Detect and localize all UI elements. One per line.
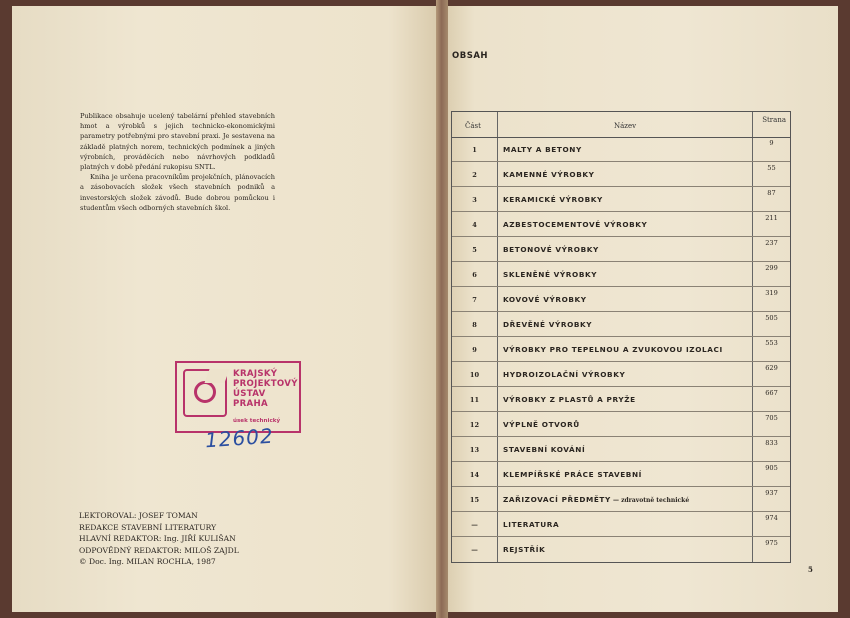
row-page: 975 [765, 539, 778, 547]
table-row [452, 337, 790, 362]
row-title-text: KLEMPÍŘSKÉ PRÁCE STAVEBNÍ [503, 470, 642, 479]
row-title [503, 270, 597, 279]
table-row [452, 312, 790, 337]
row-part: 11 [469, 396, 480, 404]
credit-line: © Doc. Ing. MILAN ROCHLA, 1987 [79, 557, 216, 567]
row-title-text: KAMENNÉ VÝROBKY [503, 170, 595, 179]
page-number: 5 [808, 565, 813, 574]
row-part: 7 [472, 296, 477, 304]
row-part: 5 [472, 246, 477, 254]
row-page: 629 [765, 364, 778, 372]
row-title-text: AZBESTOCEMENTOVÉ VÝROBKY [503, 220, 648, 229]
row-title [503, 370, 625, 379]
row-page: 319 [765, 289, 778, 297]
row-part: 10 [469, 371, 480, 379]
row-page: 667 [765, 389, 778, 397]
table-row [452, 437, 790, 462]
row-page: 505 [765, 314, 778, 322]
credits-block [79, 510, 239, 568]
row-page: 905 [765, 464, 778, 472]
stamp-logo-icon [183, 369, 227, 417]
row-page: 211 [765, 214, 778, 222]
row-part: 12 [469, 421, 480, 429]
table-header [452, 112, 790, 138]
row-page: 299 [765, 264, 778, 272]
row-title-text: MALTY A BETONY [503, 145, 582, 154]
row-title [503, 495, 689, 504]
row-title-text: DŘEVĚNÉ VÝROBKY [503, 320, 593, 329]
credit-line: LEKTOROVAL: JOSEF TOMAN [79, 511, 198, 520]
contents-table [451, 111, 791, 563]
stamp-line: KRAJSKÝ [233, 369, 278, 379]
row-title-text: VÝPLNĚ OTVORŮ [503, 420, 580, 429]
row-page: 833 [765, 439, 778, 447]
row-title-text: BETONOVÉ VÝROBKY [503, 245, 599, 254]
row-title [503, 220, 647, 229]
contents-heading: OBSAH [452, 51, 489, 61]
row-title [503, 420, 580, 429]
stamp-line: PROJEKTOVÝ [233, 379, 298, 389]
credit-line: REDAKCE STAVEBNÍ LITERATURY [79, 522, 217, 532]
blurb-paragraph-2: Kniha je určena pracovníkům projekčních, plánovacích a zásobovacích složek všech stavebních podniků a investorských složek závodů. Bude dobrou pomůckou i studentům všech odborných stavebních škol. [80, 173, 275, 212]
row-page: 553 [765, 339, 778, 347]
row-title [503, 545, 545, 554]
table-row [452, 362, 790, 387]
stamp-subtitle: úsek technický [233, 418, 281, 424]
row-title-text: VÝROBKY PRO TEPELNOU A ZVUKOVOU IZOLACI [503, 345, 723, 354]
row-part: — [471, 521, 478, 529]
row-title [503, 145, 582, 154]
row-part: 14 [469, 471, 480, 479]
table-row [452, 162, 790, 187]
row-title [503, 195, 603, 204]
row-part: 13 [469, 446, 480, 454]
table-row [452, 187, 790, 212]
table-row [452, 487, 790, 512]
table-row [452, 462, 790, 487]
row-part: 3 [472, 196, 477, 204]
row-title [503, 170, 595, 179]
row-part: — [471, 546, 478, 554]
row-part: 1 [472, 146, 477, 154]
row-title [503, 345, 723, 354]
row-title [503, 245, 599, 254]
table-row [452, 287, 790, 312]
row-title [503, 445, 585, 454]
row-title-text: STAVEBNÍ KOVÁNÍ [503, 445, 586, 454]
row-part: 9 [472, 346, 477, 354]
stamp-line: ÚSTAV [233, 389, 266, 399]
table-row [452, 262, 790, 287]
book-gutter [436, 0, 448, 618]
credit-line: HLAVNÍ REDAKTOR: Ing. JIŘÍ KULIŠAN [79, 534, 236, 544]
row-title-text: VÝROBKY Z PLASTŮ A PRYŽE [503, 395, 636, 404]
institution-stamp [175, 361, 301, 433]
row-title-text: KERAMICKÉ VÝROBKY [503, 195, 603, 204]
row-title-note: — zdravotně technické [610, 497, 690, 504]
handwritten-inventory-number: 12602 [204, 423, 275, 453]
row-part: 15 [469, 496, 480, 504]
table-row [452, 387, 790, 412]
credit-line: ODPOVĚDNÝ REDAKTOR: MILOŠ ZAJDL [79, 545, 239, 555]
table-row [452, 537, 790, 562]
stamp-line: PRAHA [233, 399, 268, 409]
row-title [503, 520, 559, 529]
row-part: 4 [472, 221, 477, 229]
stamp-text [233, 369, 298, 409]
row-page: 705 [765, 414, 778, 422]
table-row [452, 137, 790, 162]
row-title [503, 470, 642, 479]
row-title-text: KOVOVÉ VÝROBKY [503, 295, 587, 304]
row-page: 937 [765, 489, 778, 497]
row-page: 55 [767, 164, 776, 172]
row-title-text: HYDROIZOLAČNÍ VÝROBKY [503, 370, 626, 379]
header-page: Strana [762, 116, 786, 124]
row-title [503, 295, 587, 304]
row-title-text: REJSTŘÍK [503, 545, 546, 554]
row-page: 237 [765, 239, 778, 247]
header-part: Část [465, 122, 481, 130]
row-title [503, 320, 592, 329]
row-part: 2 [472, 171, 477, 179]
row-title-text: SKLENĚNÉ VÝROBKY [503, 270, 598, 279]
row-title-text: LITERATURA [503, 520, 560, 529]
publication-blurb [80, 111, 275, 213]
blurb-paragraph-1: Publikace obsahuje ucelený tabelární přehled stavebních hmot a výrobků s jejich technicko-ekonomickými parametry potřebnými pro stavební praxi. Je sestavena na základě platných norem, technických podmínek a jiných výrobních, prováděcích nebo návrhových podkladů platných v době předání rukopisu SNTL. [80, 112, 275, 172]
table-row [452, 212, 790, 237]
table-row [452, 512, 790, 537]
table-row [452, 412, 790, 437]
row-title [503, 395, 636, 404]
row-part: 8 [472, 321, 477, 329]
row-page: 87 [767, 189, 776, 197]
row-title-text: ZAŘIZOVACÍ PŘEDMĚTY [503, 495, 611, 504]
table-row [452, 237, 790, 262]
row-page: 974 [765, 514, 778, 522]
row-part: 6 [472, 271, 477, 279]
header-name: Název [614, 122, 637, 130]
row-page: 9 [769, 139, 774, 147]
